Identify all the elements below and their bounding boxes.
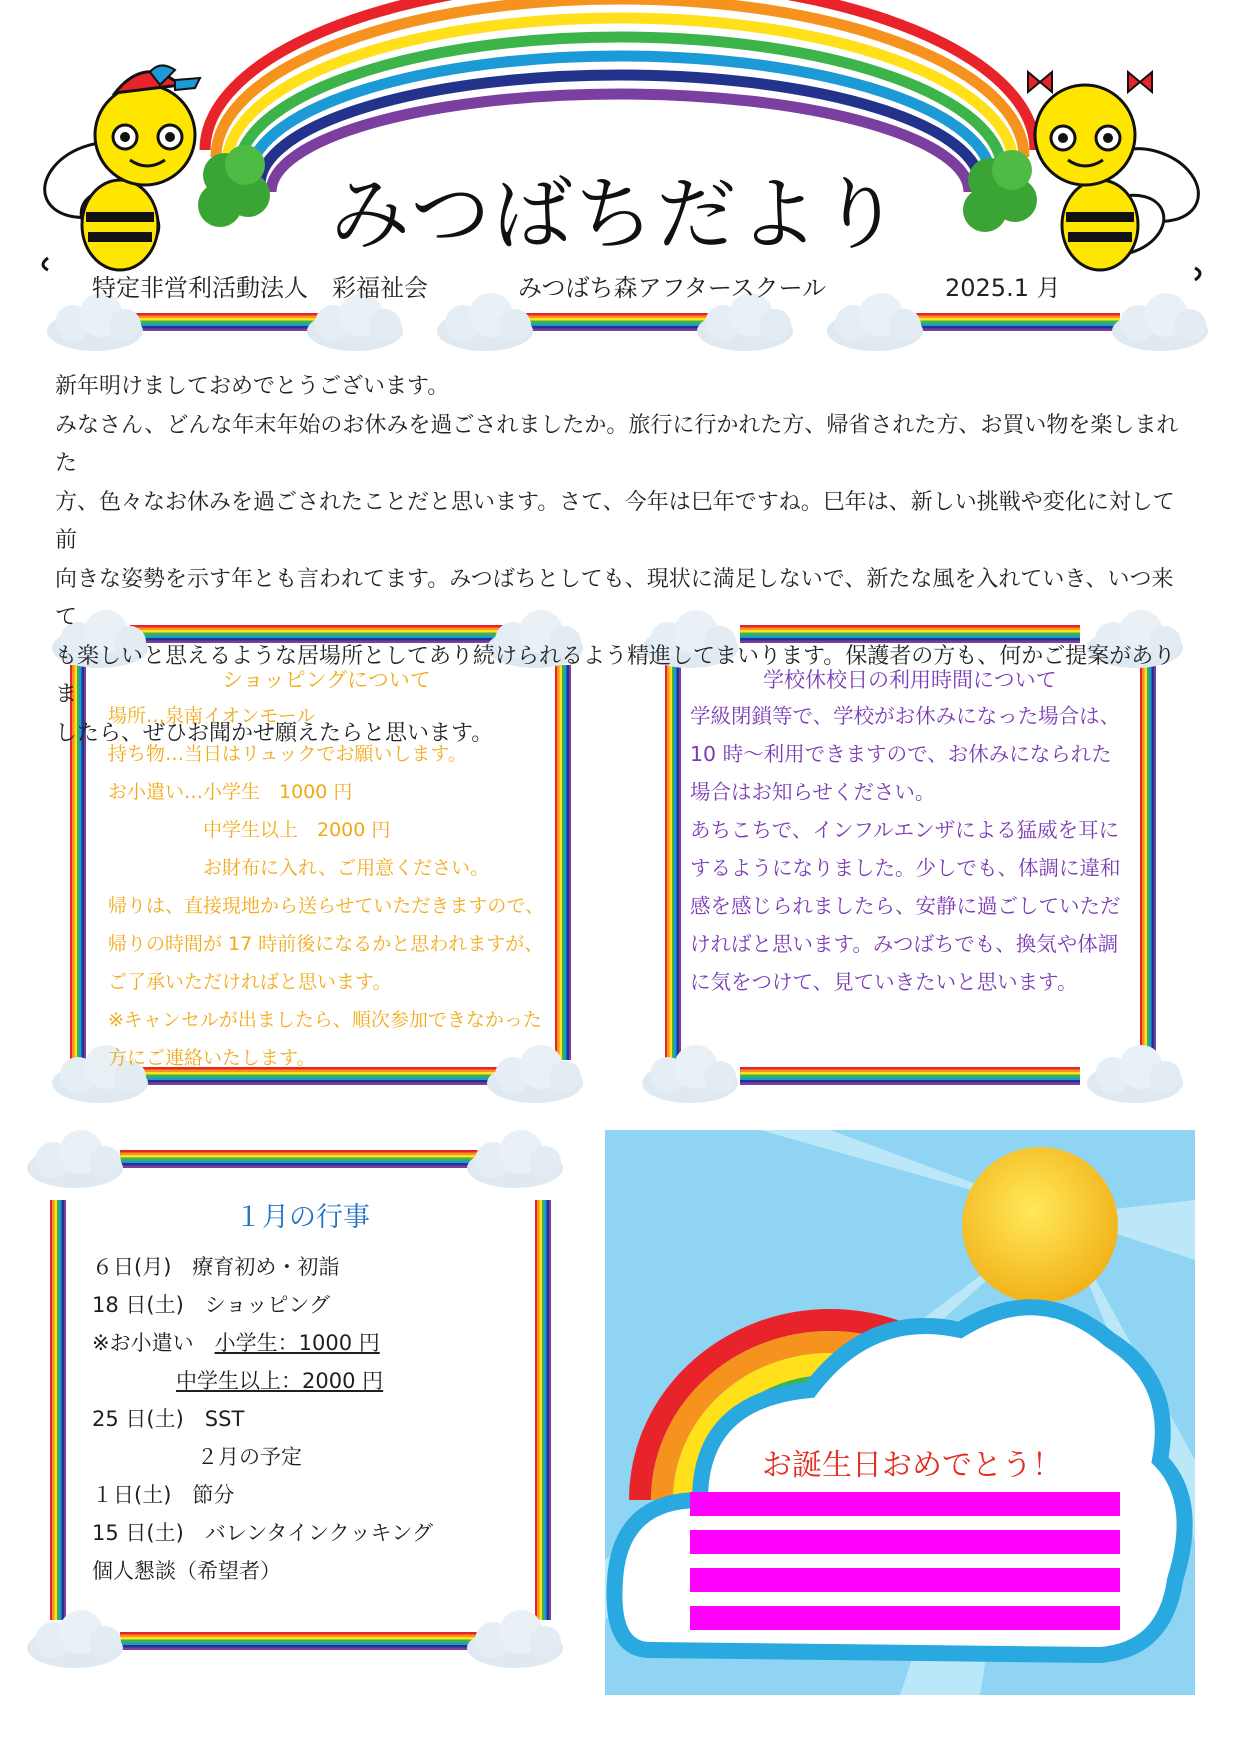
event-line: 18 日(土) ショッピング [92, 1293, 330, 1317]
birthday-title: お誕生日おめでとう！ [762, 1448, 1062, 1483]
allowance-label: ※お小遣い [92, 1331, 215, 1355]
newsletter-title: みつばちだより [330, 168, 903, 261]
birthday-name-bar [690, 1530, 1120, 1554]
closure-line: するようになりました。少しでも、体調に違和 [690, 856, 1121, 880]
birthday-name-bar [690, 1606, 1120, 1630]
shopping-line: お財布に入れ、ご用意ください。 [108, 857, 490, 879]
school-name: みつばち森アフタースクール [518, 274, 827, 302]
bee-boy-icon [34, 65, 200, 270]
closure-line: ければと思います。みつばちでも、換気や体調 [690, 932, 1119, 956]
closure-line: 10 時～利用できますので、お休みになられた [690, 742, 1112, 766]
closure-line: 感を感じられましたら、安静に過ごしていただ [690, 894, 1121, 918]
birthday-name-bar [690, 1492, 1120, 1516]
closure-line: あちこちで、インフルエンザによる猛威を耳に [690, 818, 1120, 842]
event-line: 25 日(土) SST [92, 1407, 245, 1431]
shopping-line: 帰りの時間が 17 時前後になるかと思われますが、 [108, 933, 544, 955]
february-plans-heading: ２月の予定 [197, 1445, 302, 1469]
shopping-line: ご了承いただければと思います。 [108, 971, 392, 993]
shopping-line: 持ち物…当日はリュックでお願いします。 [108, 743, 467, 765]
intro-line: 新年明けましておめでとうございます。 [55, 374, 450, 399]
event-line: 個人懇談（希望者） [92, 1559, 281, 1583]
events-title: １月の行事 [235, 1202, 370, 1233]
shopping-line: 場所…泉南イオンモール [108, 705, 316, 727]
intro-line: したら、ぜひお聞かせ願えたらと思います。 [55, 720, 494, 746]
event-line: ６日(月) 療育初め・初詣 [92, 1255, 340, 1279]
event-line [92, 1362, 433, 1400]
shopping-line: ※キャンセルが出ましたら、順次参加できなかった [108, 1009, 542, 1031]
organization-name: 特定非営利活動法人 彩福祉会 [92, 274, 428, 302]
intro-line: も楽しいと思えるような居場所としてあり続けられるよう精進してまいります。保護者の方も、何かご提案がありま [55, 643, 1176, 707]
intro-message [55, 368, 1195, 753]
birthday-name-bar [690, 1568, 1120, 1592]
issue-date: 2025.1 月 [945, 274, 1061, 302]
event-line: １日(土) 節分 [92, 1483, 235, 1507]
intro-line: 向きな姿勢を示す年とも言われてます。みつばちとしても、現状に満足しないで、新たな風を入れていき、いつ来て [55, 566, 1174, 630]
closure-line: に気をつけて、見ていきたいと思います。 [690, 970, 1078, 994]
closure-line: 学級閉鎖等で、学校がお休みになった場合は、 [690, 704, 1121, 728]
event-line: 15 日(土) バレンタインクッキング [92, 1521, 433, 1545]
shopping-body [108, 697, 544, 1077]
allowance-junior-high: 中学生以上：2000 円 [176, 1369, 384, 1393]
closure-body [690, 697, 1121, 1001]
closure-line: 場合はお知らせください。 [690, 780, 936, 804]
intro-line: 方、色々なお休みを過ごされたことだと思います。さて、今年は巳年ですね。巳年は、新しい挑戦や変化に対して前 [55, 489, 1175, 553]
closure-title: 学校休校日の利用時間について [763, 668, 1057, 692]
allowance-elementary: 小学生：1000 円 [214, 1331, 380, 1355]
shopping-line: お小遣い…小学生 1000 円 [108, 781, 353, 803]
shopping-line: 方にご連絡いたします。 [108, 1047, 316, 1069]
events-body [92, 1248, 433, 1590]
shopping-line: 中学生以上 2000 円 [108, 819, 391, 841]
bee-girl-icon [1028, 72, 1209, 280]
shopping-title: ショッピングについて [222, 668, 431, 692]
shopping-line: 帰りは、直接現地から送らせていただきますので、 [108, 895, 545, 917]
intro-line: みなさん、どんな年末年始のお休みを過ごされましたか。旅行に行かれた方、帰省された方、お買い物を楽しまれた [55, 412, 1179, 476]
clover-left-icon [198, 145, 270, 227]
event-line [92, 1324, 433, 1362]
